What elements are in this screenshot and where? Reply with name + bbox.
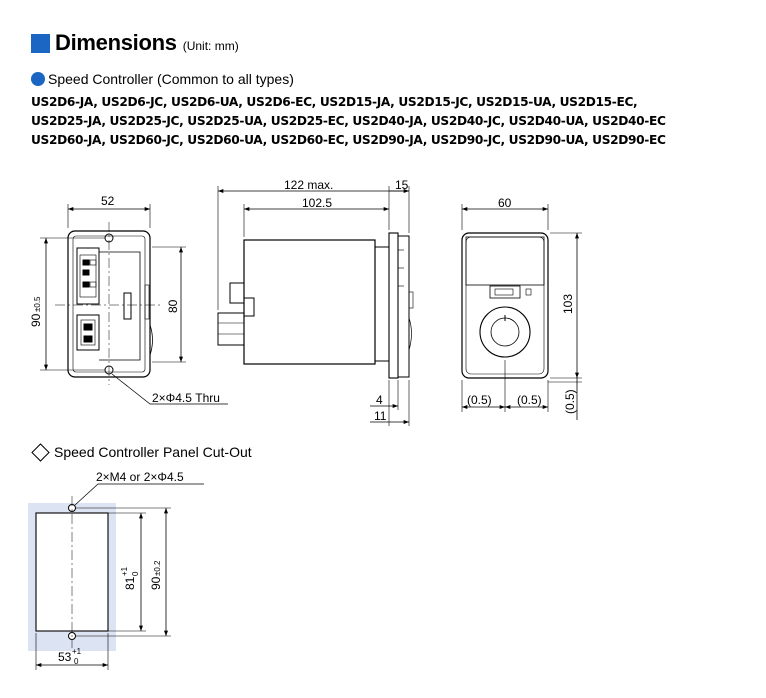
- back-gap-left: (0.5): [467, 393, 492, 407]
- back-gap-right: (0.5): [517, 393, 542, 407]
- front-hole-label: 2×Φ4.5 Thru: [152, 391, 220, 405]
- side-body-label: 102.5: [302, 196, 333, 210]
- cutout-pitch-label: 90: [149, 576, 163, 590]
- page-title: Dimensions: [55, 30, 177, 55]
- front-height-tol: ±0.5: [33, 296, 42, 312]
- cutout-width-tol-plus: +1: [72, 647, 82, 656]
- cutout-title: Speed Controller Panel Cut-Out: [54, 444, 252, 460]
- back-gap-bottom: (0.5): [563, 389, 577, 414]
- side-d4-label: 4: [376, 393, 383, 407]
- front-height-label: 90: [29, 313, 43, 327]
- front-inner-label: 80: [166, 299, 180, 313]
- unit-label: (Unit: mm): [182, 39, 239, 53]
- subtitle: Speed Controller (Common to all types): [48, 71, 294, 87]
- model-line-3: US2D60-JA, US2D60-JC, US2D60-UA, US2D60-EC, US2D90-JA, US2D90-JC, US2D90-UA, US2D90-EC: [31, 133, 666, 147]
- cutout-height-tol-plus: +1: [120, 566, 129, 576]
- front-width-label: 52: [101, 194, 115, 208]
- back-width-label: 60: [498, 196, 512, 210]
- cutout-view: [28, 484, 204, 670]
- model-line-2: US2D25-JA, US2D25-JC, US2D25-UA, US2D25-EC, US2D40-JA, US2D40-JC, US2D40-UA, US2D40-EC: [31, 114, 666, 128]
- cutout-holes-label: 2×M4 or 2×Φ4.5: [96, 470, 184, 484]
- cutout-height-label: 81: [123, 576, 137, 590]
- side-d11-label: 11: [374, 409, 387, 423]
- cutout-width-label: 53: [58, 650, 72, 664]
- side-panel-label: 15: [395, 178, 409, 192]
- side-overall-label: 122 max.: [284, 178, 334, 192]
- cutout-width-tol-zero: 0: [74, 657, 79, 666]
- cutout-height-tol-zero: 0: [131, 571, 140, 576]
- cutout-pitch-tol: ±0.2: [153, 560, 162, 576]
- front-view: [40, 204, 228, 404]
- side-view: [218, 186, 413, 426]
- back-height-label: 103: [561, 293, 575, 314]
- model-line-1: US2D6-JA, US2D6-JC, US2D6-UA, US2D6-EC, US2D15-JA, US2D15-JC, US2D15-UA, US2D15-EC,: [31, 95, 638, 109]
